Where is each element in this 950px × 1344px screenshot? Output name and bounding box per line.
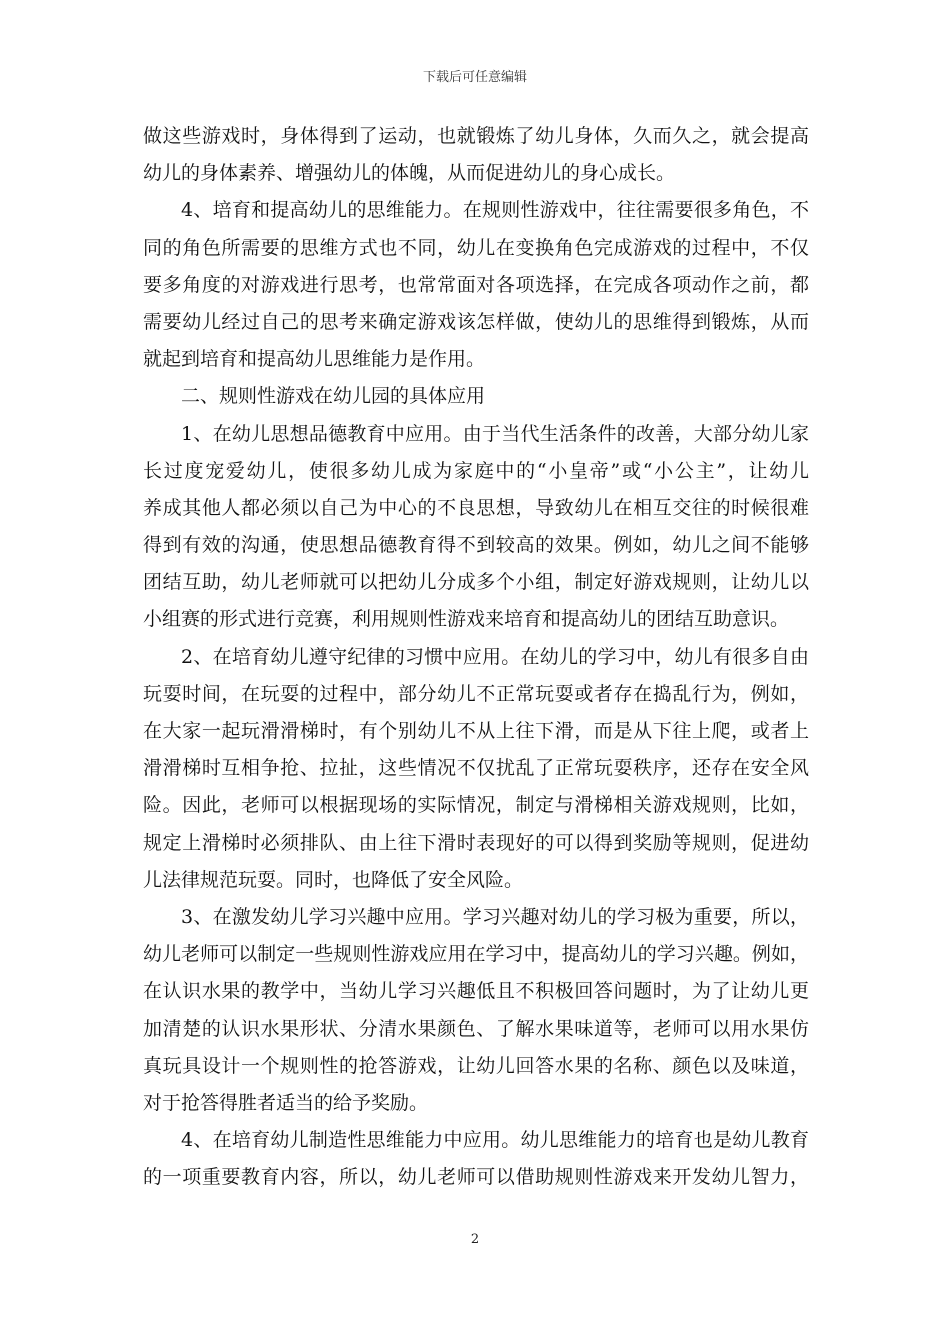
- document-body: [143, 118, 809, 1196]
- paragraph-line: 二、规则性游戏在幼儿园的具体应用: [181, 385, 486, 408]
- paragraph-line: 在认识水果的教学中，当幼儿学习兴趣低且不积极回答问题时，为了让幼儿更: [143, 980, 809, 1003]
- paragraph-line: 1、在幼儿思想品德教育中应用。由于当代生活条件的改善，大部分幼儿家: [181, 422, 809, 445]
- paragraph-line: 幼儿的身体素养、增强幼儿的体魄，从而促进幼儿的身心成长。: [143, 162, 676, 185]
- page-number: 2: [470, 1232, 480, 1247]
- paragraph-line: 的一项重要教育内容，所以，幼儿老师可以借助规则性游戏来开发幼儿智力，: [143, 1166, 809, 1189]
- paragraph-line: 滑滑梯时互相争抢、拉扯，这些情况不仅扰乱了正常玩耍秩序，还存在安全风: [143, 757, 809, 780]
- paragraph-line: 团结互助，幼儿老师就可以把幼儿分成多个小组，制定好游戏规则，让幼儿以: [143, 571, 809, 594]
- paragraph-line: 得到有效的沟通，使思想品德教育得不到较高的效果。例如，幼儿之间不能够: [143, 534, 809, 557]
- paragraph-line: 对于抢答得胜者适当的给予奖励。: [143, 1091, 429, 1114]
- paragraph-line: 加清楚的认识水果形状、分清水果颜色、了解水果味道等，老师可以用水果仿: [143, 1017, 809, 1040]
- paragraph-line: 需要幼儿经过自己的思考来确定游戏该怎样做，使幼儿的思维得到锻炼，从而: [143, 310, 809, 333]
- paragraph-line: 规定上滑梯时必须排队、由上往下滑时表现好的可以得到奖励等规则，促进幼: [143, 831, 809, 854]
- paragraph-line: 就起到培育和提高幼儿思维能力是作用。: [143, 348, 486, 371]
- paragraph-line: 养成其他人都必须以自己为中心的不良思想，导致幼儿在相互交往的时候很难: [143, 496, 809, 519]
- paragraph-line: 玩耍时间，在玩耍的过程中，部分幼儿不正常玩耍或者存在捣乱行为，例如，: [143, 682, 809, 705]
- paragraph-line: 险。因此，老师可以根据现场的实际情况，制定与滑梯相关游戏规则，比如，: [143, 794, 809, 817]
- paragraph-line: 做这些游戏时，身体得到了运动，也就锻炼了幼儿身体，久而久之，就会提高: [143, 125, 809, 147]
- paragraph-line: 长过度宠爱幼儿，使很多幼儿成为家庭中的“小皇帝”或“小公主”，让幼儿: [143, 459, 809, 482]
- paragraph-line: 在大家一起玩滑滑梯时，有个别幼儿不从上往下滑，而是从下往上爬，或者上: [143, 720, 809, 742]
- paragraph-line: 儿法律规范玩耍。同时，也降低了安全风险。: [143, 868, 524, 891]
- paragraph-line: 小组赛的形式进行竞赛，利用规则性游戏来培育和提高幼儿的团结互助意识。: [143, 608, 790, 631]
- paragraph-line: 真玩具设计一个规则性的抢答游戏，让幼儿回答水果的名称、颜色以及味道，: [143, 1054, 809, 1077]
- paragraph-line: 2、在培育幼儿遵守纪律的习惯中应用。在幼儿的学习中，幼儿有很多自由: [181, 645, 809, 668]
- page-header: 下载后可任意编辑: [422, 70, 527, 85]
- paragraph-line: 4、培育和提高幼儿的思维能力。在规则性游戏中，往往需要很多角色，不: [181, 199, 809, 222]
- paragraph-line: 3、在激发幼儿学习兴趣中应用。学习兴趣对幼儿的学习极为重要，所以，: [181, 905, 809, 928]
- paragraph-line: 同的角色所需要的思维方式也不同，幼儿在变换角色完成游戏的过程中，不仅: [143, 236, 809, 259]
- paragraph-line: 幼儿老师可以制定一些规则性游戏应用在学习中，提高幼儿的学习兴趣。例如，: [143, 943, 809, 966]
- paragraph-line: 4、在培育幼儿制造性思维能力中应用。幼儿思维能力的培育也是幼儿教育: [181, 1129, 809, 1152]
- paragraph-line: 要多角度的对游戏进行思考，也常常面对各项选择，在完成各项动作之前，都: [143, 273, 809, 296]
